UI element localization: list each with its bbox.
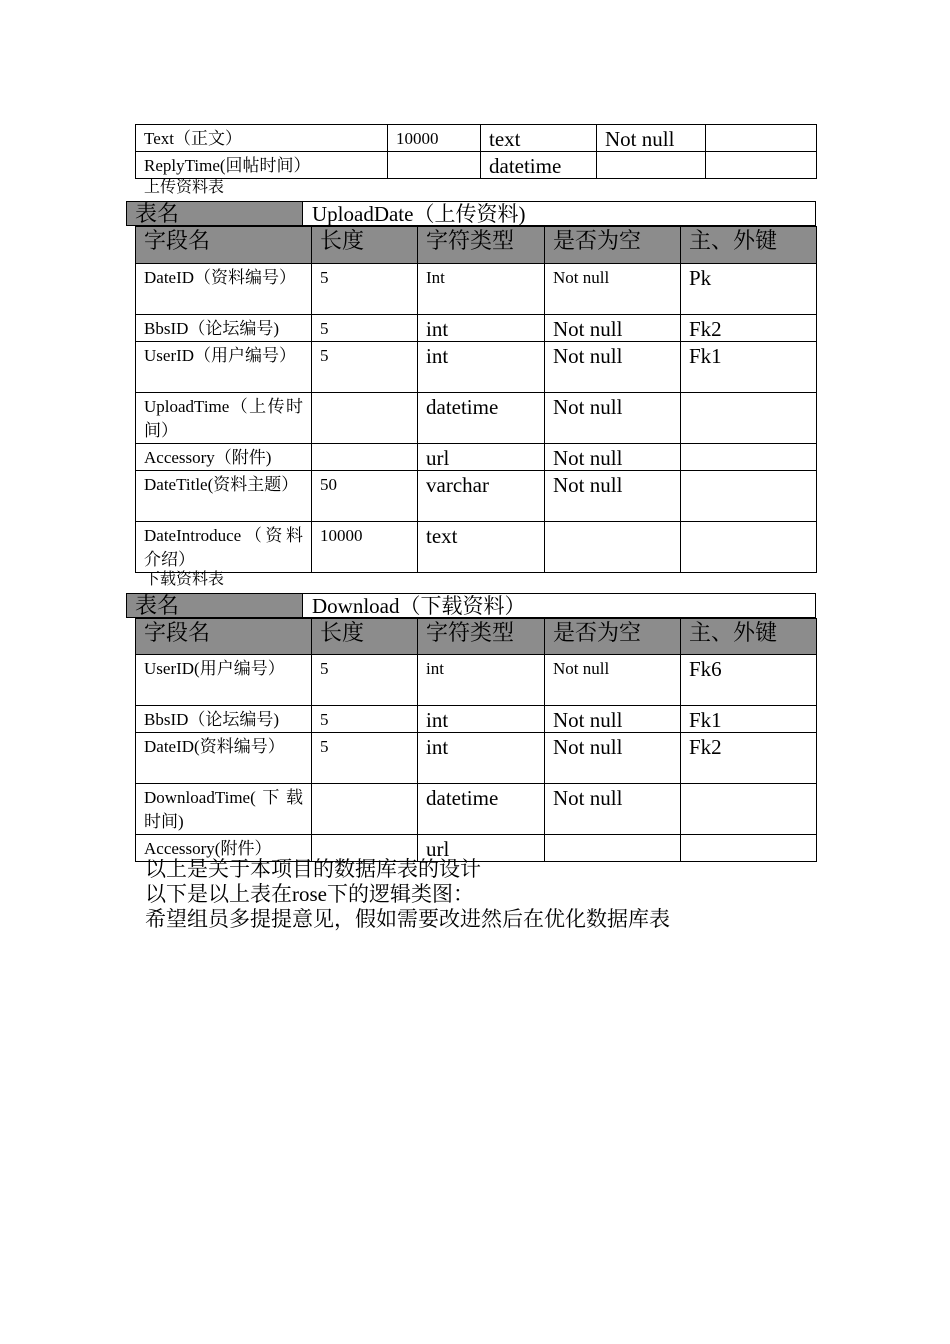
table-row	[136, 342, 817, 393]
field-name-cell: DateID(资料编号）	[136, 733, 312, 784]
key-cell	[681, 784, 817, 835]
table-row	[136, 522, 817, 573]
table-name-label: 表名	[127, 594, 303, 617]
table-name-label: 表名	[127, 202, 303, 225]
summary-paragraph: 以上是关于本项目的数据库表的设计	[145, 857, 481, 881]
table-name-value: Download（下载资料）	[312, 594, 526, 618]
table-row	[136, 706, 817, 733]
nullable-cell	[597, 152, 706, 179]
key-cell: Fk2	[681, 315, 817, 342]
length-cell	[312, 393, 418, 444]
key-cell: Fk1	[681, 706, 817, 733]
diagram-intro-paragraph: 以下是以上表在rose下的逻辑类图：	[145, 882, 474, 906]
feedback-request-paragraph: 希望组员多提提意见，假如需要改进然后在优化数据库表	[145, 907, 670, 931]
field-name-cell: DateTitle(资料主题）	[136, 471, 312, 522]
download-table-name-bar	[126, 593, 816, 618]
nullable-cell	[545, 835, 681, 862]
table-row	[136, 264, 817, 315]
type-cell: datetime	[481, 152, 597, 179]
table-header-row	[136, 619, 817, 655]
type-cell: url	[418, 835, 545, 862]
type-cell: int	[418, 706, 545, 733]
field-name-cell: Accessory（附件)	[136, 444, 312, 471]
column-header: 字符类型	[418, 227, 545, 264]
length-cell: 5	[312, 315, 418, 342]
length-cell	[312, 784, 418, 835]
length-cell: 5	[312, 733, 418, 784]
key-cell	[681, 835, 817, 862]
type-cell: int	[418, 342, 545, 393]
type-cell: datetime	[418, 393, 545, 444]
field-name-cell: UploadTime（上传时间）	[136, 393, 312, 444]
key-cell	[681, 522, 817, 573]
field-name-cell: Accessory(附件）	[136, 835, 312, 862]
nullable-cell: Not null	[545, 264, 681, 315]
key-cell	[681, 393, 817, 444]
column-header: 是否为空	[545, 619, 681, 655]
key-cell: Fk2	[681, 733, 817, 784]
length-cell: 5	[312, 706, 418, 733]
table-row	[136, 733, 817, 784]
length-cell: 10000	[388, 125, 481, 152]
table-row	[136, 393, 817, 444]
length-cell	[388, 152, 481, 179]
table-row	[136, 655, 817, 706]
field-name-cell: DateID（资料编号）	[136, 264, 312, 315]
length-cell: 50	[312, 471, 418, 522]
nullable-cell: Not null	[597, 125, 706, 152]
field-name-cell: UserID（用户编号）	[136, 342, 312, 393]
key-cell: Fk1	[681, 342, 817, 393]
column-header: 是否为空	[545, 227, 681, 264]
field-name-cell: Text（正文）	[136, 125, 388, 152]
top-table	[135, 124, 817, 179]
column-header: 长度	[312, 227, 418, 264]
key-cell	[706, 152, 817, 179]
upload-table-name-bar	[126, 201, 816, 226]
nullable-cell: Not null	[545, 733, 681, 784]
table-name-value: UploadDate（上传资料)	[312, 202, 526, 226]
column-header: 字段名	[136, 227, 312, 264]
type-cell: url	[418, 444, 545, 471]
type-cell: text	[418, 522, 545, 573]
type-cell: Int	[418, 264, 545, 315]
table-row	[136, 315, 817, 342]
length-cell	[312, 444, 418, 471]
upload-table	[135, 226, 817, 573]
type-cell: varchar	[418, 471, 545, 522]
nullable-cell: Not null	[545, 393, 681, 444]
nullable-cell	[545, 522, 681, 573]
nullable-cell: Not null	[545, 655, 681, 706]
length-cell: 5	[312, 655, 418, 706]
upload-table-caption: 上传资料表	[144, 179, 225, 196]
column-header: 字段名	[136, 619, 312, 655]
download-table	[135, 618, 817, 862]
field-name-cell: DateIntroduce（资料介绍）	[136, 522, 312, 573]
nullable-cell: Not null	[545, 706, 681, 733]
length-cell: 5	[312, 264, 418, 315]
length-cell: 10000	[312, 522, 418, 573]
key-cell	[681, 471, 817, 522]
table-row	[136, 152, 817, 179]
table-header-row	[136, 227, 817, 264]
nullable-cell: Not null	[545, 444, 681, 471]
field-name-cell: DownloadTime(下载时间)	[136, 784, 312, 835]
length-cell: 5	[312, 342, 418, 393]
type-cell: int	[418, 655, 545, 706]
type-cell: int	[418, 315, 545, 342]
key-cell: Pk	[681, 264, 817, 315]
column-header: 主、外键	[681, 619, 817, 655]
nullable-cell: Not null	[545, 784, 681, 835]
column-header: 长度	[312, 619, 418, 655]
nullable-cell: Not null	[545, 342, 681, 393]
field-name-cell: ReplyTime(回帖时间）	[136, 152, 388, 179]
table-row	[136, 784, 817, 835]
field-name-cell: UserID(用户编号）	[136, 655, 312, 706]
type-cell: datetime	[418, 784, 545, 835]
table-row	[136, 444, 817, 471]
field-name-cell: BbsID（论坛编号)	[136, 315, 312, 342]
nullable-cell: Not null	[545, 471, 681, 522]
key-cell	[706, 125, 817, 152]
key-cell	[681, 444, 817, 471]
download-table-caption: 下载资料表	[144, 571, 225, 588]
column-header: 主、外键	[681, 227, 817, 264]
column-header: 字符类型	[418, 619, 545, 655]
type-cell: text	[481, 125, 597, 152]
key-cell: Fk6	[681, 655, 817, 706]
table-row	[136, 125, 817, 152]
field-name-cell: BbsID（论坛编号)	[136, 706, 312, 733]
table-row	[136, 471, 817, 522]
type-cell: int	[418, 733, 545, 784]
nullable-cell: Not null	[545, 315, 681, 342]
